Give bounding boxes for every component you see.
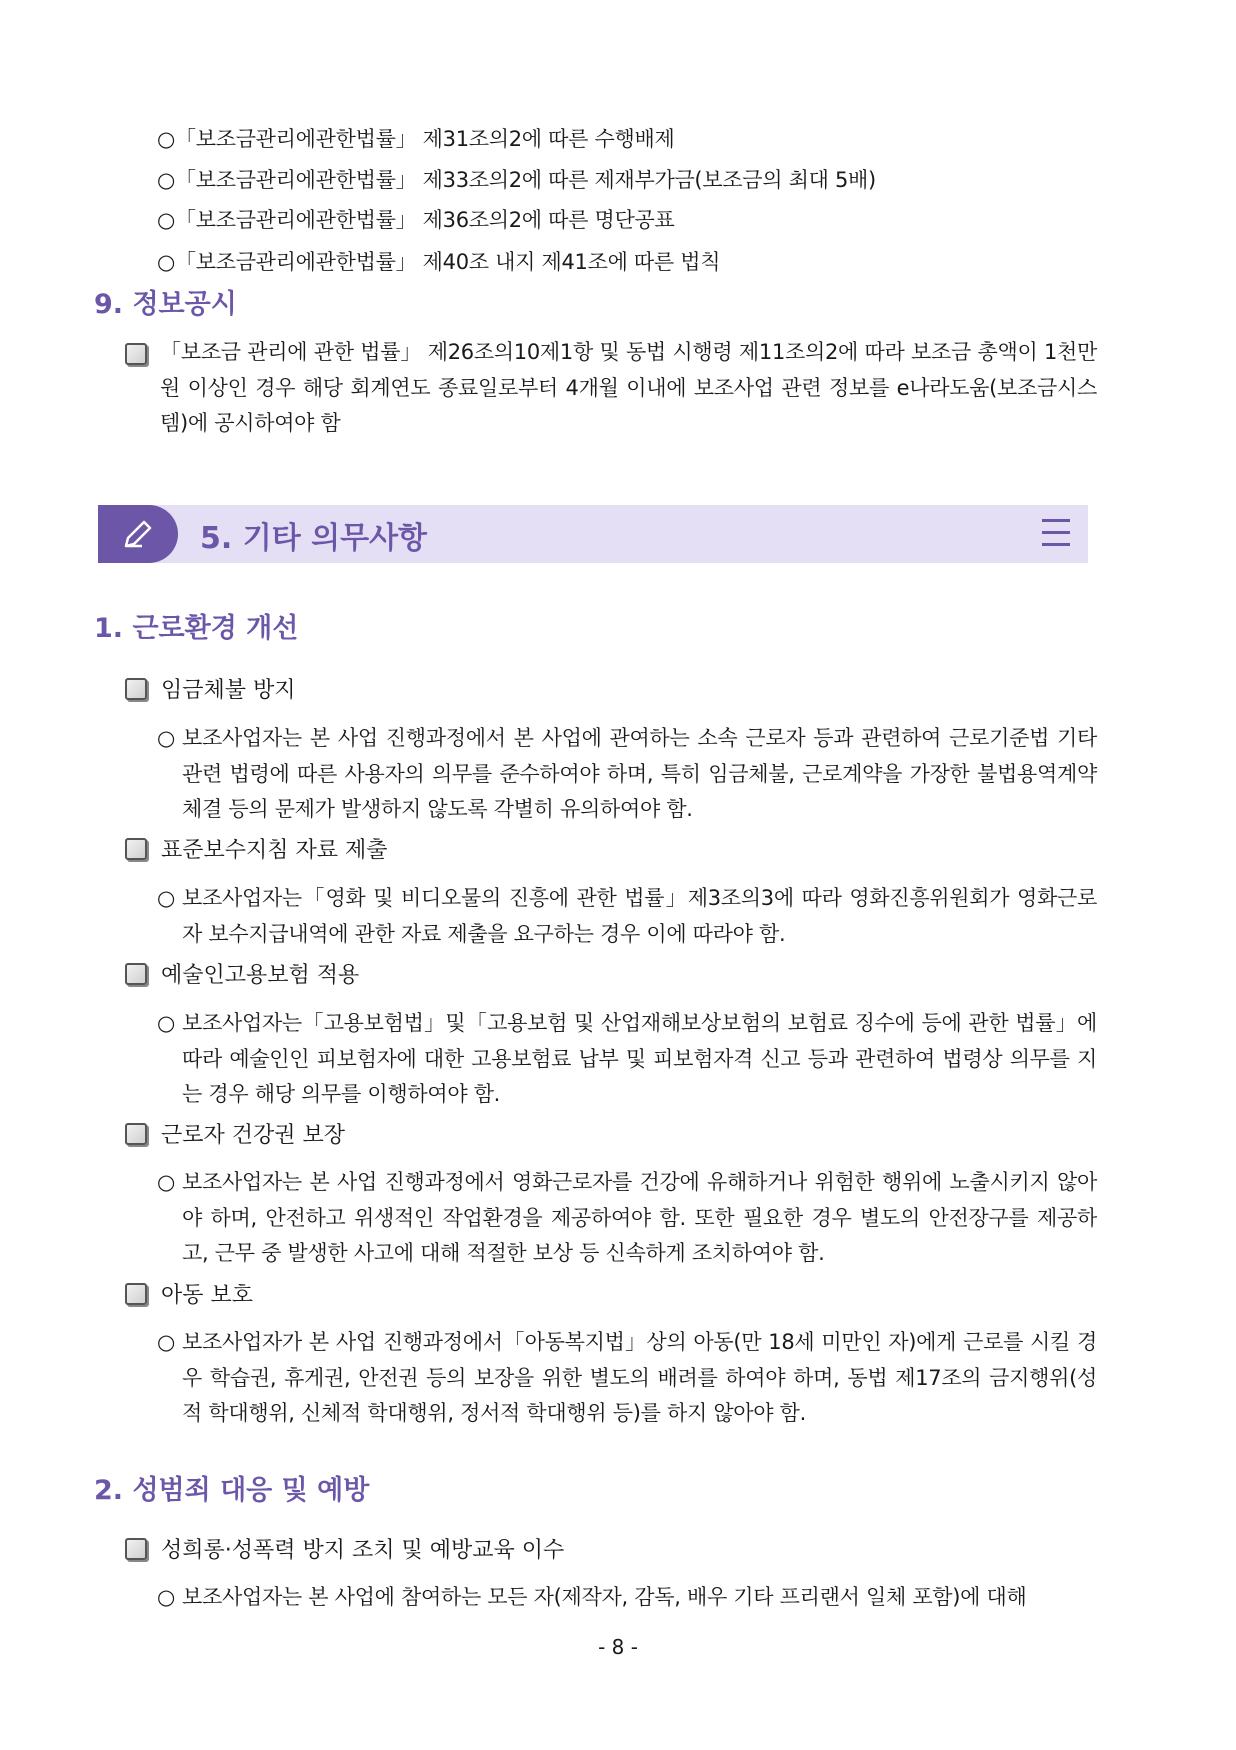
section-heading-sexual-crime: 2. 성범죄 대응 및 예방 — [94, 1475, 370, 1506]
checkbox-square-icon — [125, 838, 147, 860]
list-item: ○「보조금관리에관한법률」 제40조 내지 제41조에 따른 법칙 — [157, 250, 721, 274]
checkbox-square-icon — [125, 963, 147, 985]
checkbox-square-icon — [125, 343, 147, 365]
paragraph: ○ 보조사업자는 본 사업에 참여하는 모든 자(제작자, 감독, 배우 기타 프리랜서 일체 포함)에 대해 — [157, 1585, 1027, 1609]
banner-tab — [98, 505, 178, 563]
subheading: 표준보수지침 자료 제출 — [125, 836, 388, 866]
checkbox-square-icon — [125, 1283, 147, 1305]
section-heading-work-environment: 1. 근로환경 개선 — [94, 613, 299, 644]
subheading: 성희롱·성폭력 방지 조치 및 예방교육 이수 — [125, 1536, 564, 1566]
subheading: 예술인고용보험 적용 — [125, 961, 359, 991]
chapter-banner — [98, 505, 1088, 563]
subheading: 아동 보호 — [125, 1281, 253, 1311]
menu-icon — [1042, 519, 1070, 549]
pencil-icon — [118, 514, 158, 554]
chapter-title: 5. 기타 의무사항 — [200, 521, 428, 556]
paragraph: ○ 보조사업자는 본 사업 진행과정에서 본 사업에 관여하는 소속 근로자 등과 관련하여 근로기준법 기타 관련 법령에 따른 사용자의 의무를 준수하여야 하며, 특히 임금체불, 근로계약을 가장한 불법용역계약 체결 등의 문제가 발생하지 않도록 각별히 유의하여야 함. — [157, 726, 1097, 821]
subheading: 근로자 건강권 보장 — [125, 1121, 345, 1151]
list-item: ○「보조금관리에관한법률」 제31조의2에 따른 수행배제 — [157, 127, 675, 151]
paragraph: ○ 보조사업자는「영화 및 비디오물의 진흥에 관한 법률」제3조의3에 따라 영화진흥위원회가 영화근로자 보수지급내역에 관한 자료 제출을 요구하는 경우 이에 따라야 함. — [157, 886, 1097, 946]
section-heading-info-disclosure: 9. 정보공시 — [94, 289, 237, 320]
checkbox-square-icon — [125, 1123, 147, 1145]
checkbox-square-icon — [125, 1538, 147, 1560]
paragraph: ○ 보조사업자는 본 사업 진행과정에서 영화근로자를 건강에 유해하거나 위험한 행위에 노출시키지 않아야 하며, 안전하고 위생적인 작업환경을 제공하여야 함. 또한 필요한 경우 별도의 안전장구를 제공하고, 근무 중 발생한 사고에 대해 적절한 보상 등 신속하게 조치하여야 함. — [157, 1170, 1097, 1265]
subheading: 임금체불 방지 — [125, 676, 296, 706]
paragraph-info-disclosure — [125, 335, 1097, 442]
paragraph: ○ 보조사업자는「고용보험법」및「고용보험 및 산업재해보상보험의 보험료 징수에 등에 관한 법률」에 따라 예술인인 피보험자에 대한 고용보험료 납부 및 피보험자격 신고 등과 관련하여 법령상 의무를 지는 경우 해당 의무를 이행하여야 함. — [157, 1011, 1097, 1106]
paragraph: ○ 보조사업자가 본 사업 진행과정에서「아동복지법」상의 아동(만 18세 미만인 자)에게 근로를 시킬 경우 학습권, 휴게권, 안전권 등의 보장을 위한 별도의 배려를 하여야 하며, 동법 제17조의 금지행위(성적 학대행위, 신체적 학대행위, 정서적 학대행위 등)를 하지 않아야 함. — [157, 1330, 1097, 1425]
list-item: ○「보조금관리에관한법률」 제33조의2에 따른 제재부가금(보조금의 최대 5배) — [157, 168, 876, 192]
list-item: ○「보조금관리에관한법률」 제36조의2에 따른 명단공표 — [157, 208, 675, 232]
paragraph-text: 「보조금 관리에 관한 법률」 제26조의10제1항 및 동법 시행령 제11조의2에 따라 보조금 총액이 1천만 원 이상인 경우 해당 회계연도 종료일로부터 4개월 이내에 보조사업 관련 정보를 e나라도움(보조금시스템)에 공시하여야 함 — [160, 340, 1097, 435]
checkbox-square-icon — [125, 678, 147, 700]
page-number: - 8 - — [598, 1635, 638, 1659]
